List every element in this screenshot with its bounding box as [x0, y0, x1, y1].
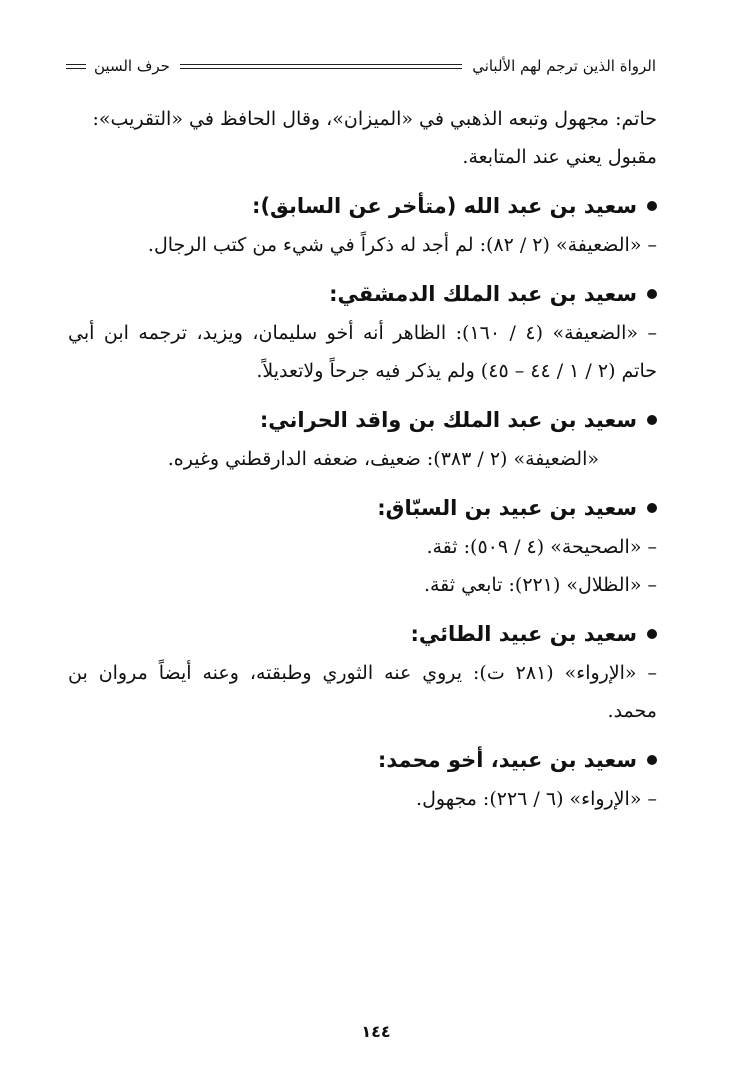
bullet-icon: [647, 503, 657, 513]
entry: [68, 488, 657, 604]
entry-title: سعيد بن عبد الملك بن واقد الحراني:: [68, 400, 657, 440]
entry-title: سعيد بن عبيد الطائي:: [68, 614, 657, 654]
bullet-icon: [647, 415, 657, 425]
entry-title: سعيد بن عبيد، أخو محمد:: [68, 740, 657, 780]
entry: [68, 400, 657, 478]
entry-item: – «الظلال» (٢٢١): تابعي ثقة.: [423, 574, 657, 596]
intro-line-2: مقبول يعني عند المتابعة.: [462, 146, 657, 168]
entry: [68, 614, 657, 730]
entry: [68, 274, 657, 390]
entry-item: – «الإرواء» (٦ / ٢٢٦): مجهول.: [416, 788, 657, 810]
header-book-title: الرواة الذين ترجم لهم الألباني: [472, 57, 656, 75]
header-rule: [180, 64, 462, 69]
entry-title: سعيد بن عبد الله (متأخر عن السابق):: [68, 186, 657, 226]
bullet-icon: [647, 629, 657, 639]
entry-title: سعيد بن عبيد بن السبّاق:: [68, 488, 657, 528]
bullet-icon: [647, 755, 657, 765]
entry-item: – «الصحيحة» (٤ / ٥٠٩): ثقة.: [426, 536, 657, 558]
bullet-icon: [647, 289, 657, 299]
page-number: ١٤٤: [361, 1022, 391, 1041]
entry-title: سعيد بن عبد الملك الدمشقي:: [68, 274, 657, 314]
header-book-group: [472, 57, 656, 75]
header-dash: [66, 64, 86, 69]
entry: [68, 186, 657, 264]
header-section-title: حرف السين: [94, 57, 170, 75]
header-section-group: [66, 57, 170, 75]
running-header: [66, 52, 656, 80]
intro-line-1: حاتم: مجهول وتبعه الذهبي في «الميزان»، وقال الحافظ في «التقريب»:: [92, 108, 657, 130]
entry-item: – «الضعيفة» (٤ / ١٦٠): الظاهر أنه أخو سليمان، ويزيد، ترجمه ابن أبي حاتم (٢ / ١ / ٤٤ – ٤٥) ولم يذكر فيه جرحاً ولاتعديلاً.: [68, 322, 657, 382]
entry-item: – «الضعيفة» (٢ / ٨٢): لم أجد له ذكراً في شيء من كتب الرجال.: [147, 234, 657, 256]
intro-paragraph: [68, 100, 657, 176]
entry: [68, 740, 657, 818]
bullet-icon: [647, 201, 657, 211]
entry-item: «الضعيفة» (٢ / ٣٨٣): ضعيف، ضعفه الدارقطني وغيره.: [167, 448, 599, 470]
page-content: [68, 100, 657, 818]
entry-item: – «الإرواء» (٢٨١ ت): يروي عنه الثوري وطبقته، وعنه أيضاً مروان بن محمد.: [68, 662, 657, 722]
